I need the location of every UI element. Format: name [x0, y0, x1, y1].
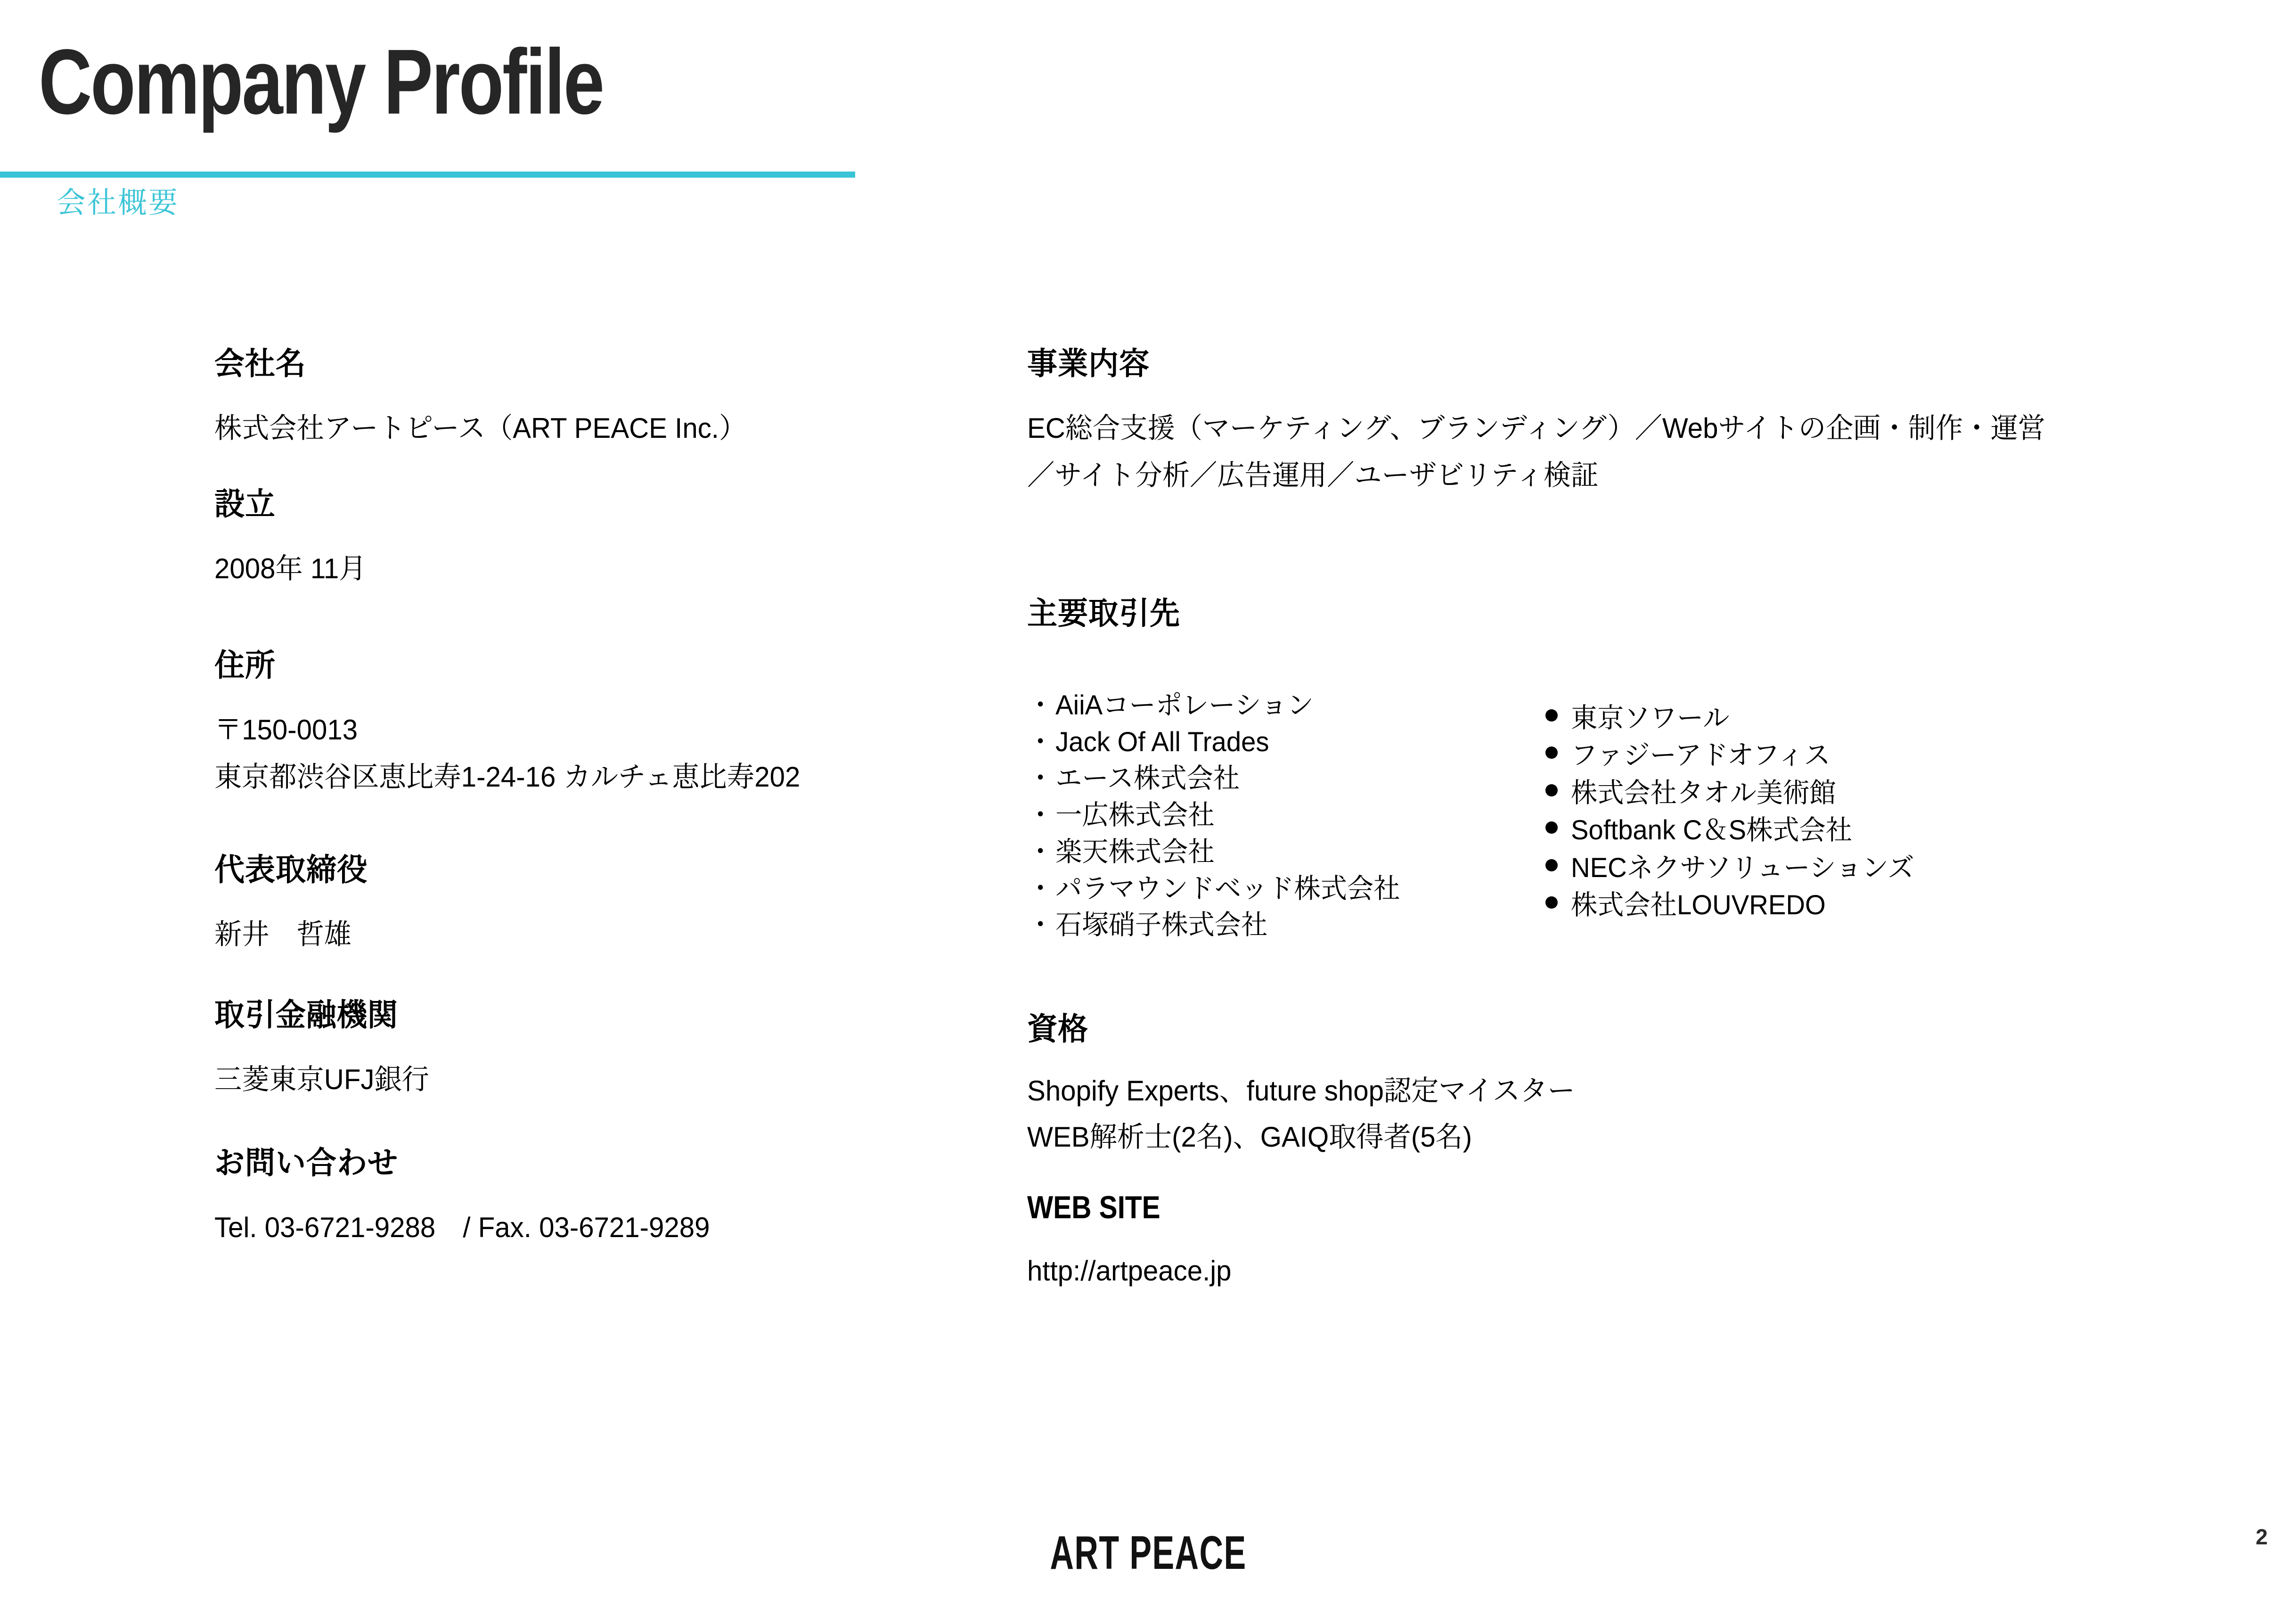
- bullet-dot-icon: [1545, 821, 1558, 834]
- field-label: 会社名: [214, 346, 306, 381]
- field-label: 主要取引先: [1027, 596, 1180, 631]
- title-divider-rule: [0, 172, 855, 178]
- list-item-label: Jack Of All Trades: [1055, 726, 1269, 757]
- field-website: [1027, 1191, 2182, 1289]
- list-item: [1027, 687, 1400, 724]
- list-item: [1545, 699, 1925, 737]
- field-label: 事業内容: [1027, 346, 1150, 381]
- field-label: お問い合わせ: [214, 1145, 398, 1180]
- bullet-dot-icon: [1545, 784, 1558, 796]
- field-label: 代表取締役: [214, 852, 368, 887]
- page-number: 2: [2255, 1525, 2268, 1549]
- field-contact: [214, 1147, 968, 1246]
- field-bank: [214, 999, 968, 1098]
- field-label: 資格: [1027, 1011, 1088, 1046]
- field-major-clients: [1027, 596, 2182, 941]
- field-address: [214, 649, 968, 796]
- list-item-label: エース株式会社: [1055, 763, 1240, 794]
- dot-mark-icon: ・: [1027, 726, 1054, 757]
- list-item-label: 一広株式会社: [1055, 800, 1215, 831]
- field-value-line-2: WEB解析士(2名)、GAIQ取得者(5名): [1027, 1121, 1472, 1153]
- clients-list-secondary: [1545, 699, 1925, 924]
- field-value: 株式会社アートピース（ART PEACE Inc.）: [214, 412, 747, 444]
- list-item: [1545, 849, 1925, 886]
- list-item-label: 石塚硝子株式会社: [1055, 910, 1268, 941]
- dot-mark-icon: ・: [1027, 690, 1054, 721]
- field-business-content: [1027, 348, 2182, 494]
- list-item: [1545, 886, 1925, 924]
- footer-logo: ART PEACE: [1049, 1526, 1247, 1579]
- page-title: Company Profile: [39, 30, 603, 133]
- list-item: [1027, 797, 1400, 834]
- list-item: [1545, 812, 1925, 849]
- bullet-dot-icon: [1545, 709, 1558, 722]
- website-url-link[interactable]: http://artpeace.jp: [1027, 1255, 1232, 1287]
- bullet-dot-icon: [1545, 896, 1558, 909]
- field-founded: [214, 488, 968, 587]
- field-value-postal: 〒150-0013: [214, 714, 358, 746]
- field-label: WEB SITE: [1027, 1189, 1160, 1225]
- dot-mark-icon: ・: [1027, 836, 1054, 867]
- list-item: [1027, 907, 1400, 943]
- list-item: [1545, 737, 1925, 774]
- field-label: 取引金融機関: [214, 997, 398, 1032]
- list-item: [1027, 834, 1400, 870]
- field-value-line-1: EC総合支援（マーケティング、ブランディング）／Webサイトの企画・制作・運営: [1027, 412, 2045, 444]
- list-item-label: パラマウンドベッド株式会社: [1055, 873, 1400, 904]
- list-item: [1027, 870, 1400, 907]
- list-item-label: NECネクサソリューションズ: [1571, 852, 1914, 883]
- list-item-label: AiiAコーポレーション: [1055, 690, 1314, 721]
- list-item-label: 株式会社LOUVREDO: [1571, 890, 1826, 921]
- field-value-line-1: Shopify Experts、future shop認定マイスター: [1027, 1075, 1575, 1107]
- dot-mark-icon: ・: [1027, 763, 1054, 794]
- section-kicker: 会社概要: [57, 187, 180, 219]
- dot-mark-icon: ・: [1027, 873, 1054, 904]
- list-item: [1027, 724, 1400, 761]
- field-value-tel-fax: Tel. 03-6721-9288 / Fax. 03-6721-9289: [214, 1212, 710, 1243]
- field-representative: [214, 854, 968, 953]
- field-company-name: [214, 348, 968, 447]
- bullet-dot-icon: [1545, 859, 1558, 871]
- field-value-line-2: ／サイト分析／広告運用／ユーザビリティ検証: [1027, 459, 1599, 491]
- field-qualifications: [1027, 1013, 2182, 1156]
- list-item: [1027, 760, 1400, 797]
- field-value-street: 東京都渋谷区恵比寿1-24-16 カルチェ恵比寿202: [214, 761, 801, 793]
- clients-list-primary: [1027, 687, 1412, 943]
- field-value: 三菱東京UFJ銀行: [214, 1064, 429, 1095]
- dot-mark-icon: ・: [1027, 910, 1054, 941]
- bullet-dot-icon: [1545, 746, 1558, 759]
- list-item-label: Softbank C＆S株式会社: [1571, 815, 1853, 846]
- field-value: 2008年 11月: [214, 553, 367, 584]
- dot-mark-icon: ・: [1027, 800, 1054, 831]
- list-item-label: 東京ソワール: [1571, 703, 1730, 733]
- field-label: 住所: [214, 648, 276, 682]
- list-item-label: ファジーアドオフィス: [1571, 740, 1830, 771]
- list-item-label: 株式会社タオル美術館: [1571, 777, 1836, 808]
- clients-lists: [1027, 687, 2182, 951]
- field-value: 新井 哲雄: [214, 919, 351, 950]
- field-label: 設立: [214, 486, 276, 521]
- list-item-label: 楽天株式会社: [1055, 836, 1215, 867]
- list-item: [1545, 774, 1925, 812]
